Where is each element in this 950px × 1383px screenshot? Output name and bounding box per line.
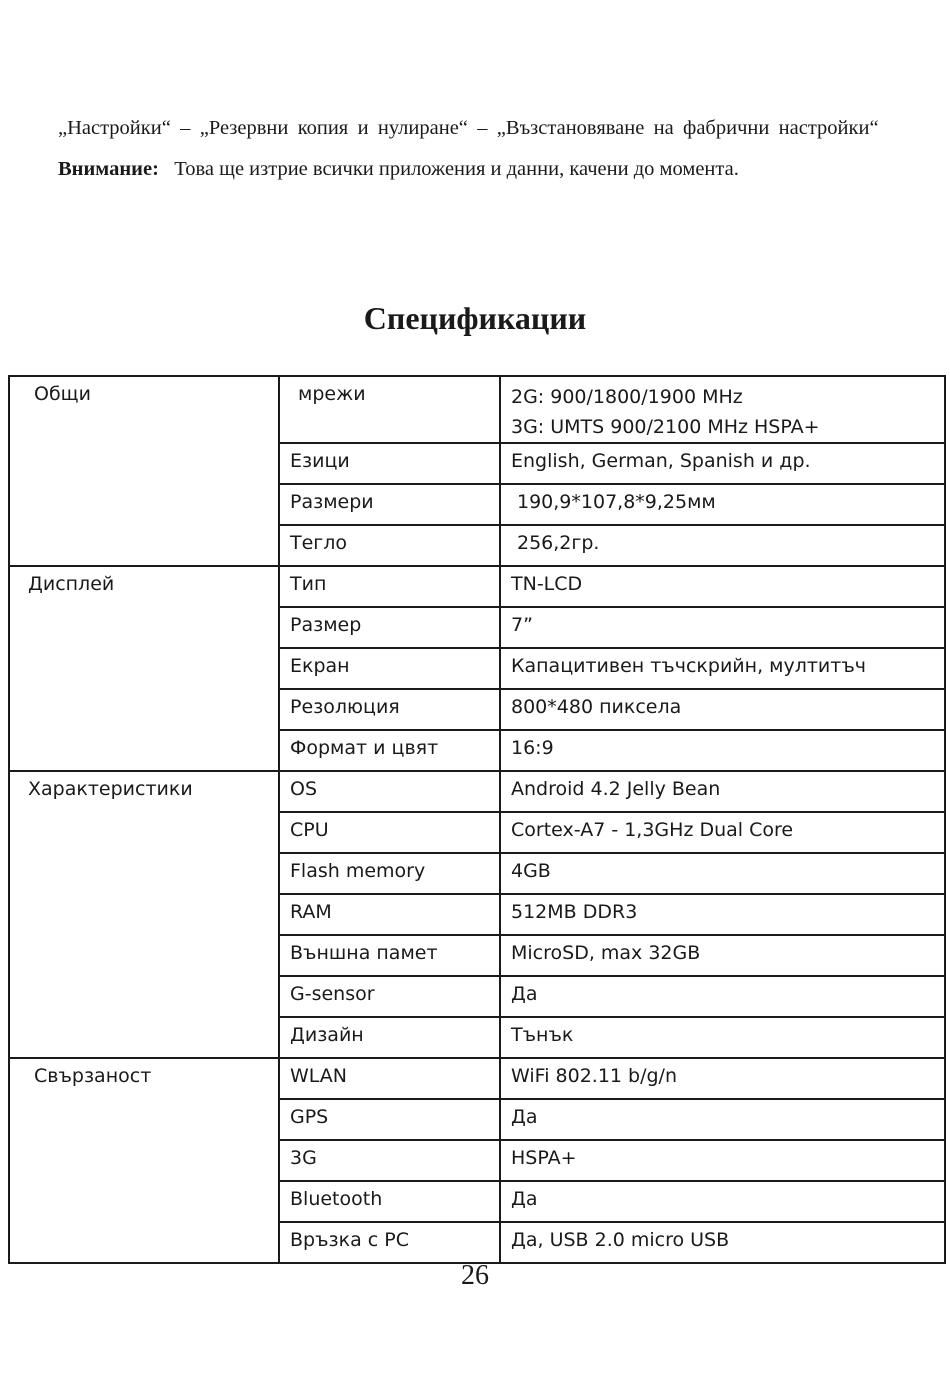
spec-value [500, 730, 945, 771]
spec-label: WLAN [279, 1058, 500, 1099]
spec-value [500, 525, 945, 566]
spec-label: Връзка с PC [279, 1222, 500, 1263]
spec-value-line: Да, USB 2.0 micro USB [511, 1229, 730, 1251]
spec-group-name: Свързаност [9, 1058, 279, 1263]
intro-text-after: Това ще изтрие всички приложения и данни, качени до момента. [174, 158, 739, 180]
spec-value-line: 256,2гр. [517, 532, 600, 554]
spec-table-body [9, 376, 945, 1263]
spec-label: Резолюция [279, 689, 500, 730]
spec-value [500, 1017, 945, 1058]
page-title: Спецификации [363, 300, 587, 336]
spec-value-line: 800*480 пиксела [511, 696, 682, 718]
spec-label: Размери [279, 484, 500, 525]
spec-value [500, 853, 945, 894]
spec-value-line: 2G: 900/1800/1900 MHz [511, 386, 743, 408]
spec-label: Тип [279, 566, 500, 607]
spec-label: GPS [279, 1099, 500, 1140]
spec-value-line: TN-LCD [511, 573, 583, 595]
spec-value-line: Да [511, 1106, 538, 1128]
spec-label: CPU [279, 812, 500, 853]
spec-value-line: WiFi 802.11 b/g/n [511, 1065, 677, 1087]
spec-value-line: Капацитивен тъчскрийн, мултитъч [511, 655, 866, 677]
spec-label: мрежи [279, 376, 500, 443]
spec-value-line: 16:9 [511, 737, 554, 759]
spec-value [500, 607, 945, 648]
spec-value [500, 1058, 945, 1099]
spec-value [500, 566, 945, 607]
table-row [9, 1058, 945, 1099]
spec-value [500, 1222, 945, 1263]
spec-value [500, 1140, 945, 1181]
spec-value-line: Тънък [511, 1024, 574, 1046]
spec-label: G-sensor [279, 976, 500, 1017]
spec-value-line: 4GB [511, 860, 551, 882]
intro-paragraph [58, 108, 893, 190]
spec-label: Flash memory [279, 853, 500, 894]
spec-value-line: MicroSD, max 32GB [511, 942, 701, 964]
spec-label: Тегло [279, 525, 500, 566]
spec-value [500, 1099, 945, 1140]
spec-value-line: English, German, Spanish и др. [511, 450, 811, 472]
spec-value [500, 976, 945, 1017]
spec-label: OS [279, 771, 500, 812]
spec-table [8, 375, 946, 1264]
page-number: 26 [461, 1260, 489, 1291]
spec-label: Езици [279, 443, 500, 484]
spec-value-line: 512MB DDR3 [511, 901, 638, 923]
spec-value [500, 935, 945, 976]
spec-label: Формат и цвят [279, 730, 500, 771]
spec-value [500, 648, 945, 689]
spec-label: Екран [279, 648, 500, 689]
spec-value [500, 812, 945, 853]
spec-group-name: Общи [9, 376, 279, 566]
spec-group-name: Дисплей [9, 566, 279, 771]
spec-label: Дизайн [279, 1017, 500, 1058]
spec-label: Bluetooth [279, 1181, 500, 1222]
table-row [9, 376, 945, 443]
spec-group-name: Характеристики [9, 771, 279, 1058]
spec-value-line: 7” [511, 614, 533, 636]
spec-value [500, 376, 945, 443]
spec-label: 3G [279, 1140, 500, 1181]
spec-value-line: Да [511, 1188, 538, 1210]
warning-label: Внимание: [58, 158, 159, 180]
spec-value [500, 771, 945, 812]
spec-value [500, 689, 945, 730]
spec-value-line: Да [511, 983, 538, 1005]
table-row [9, 566, 945, 607]
spec-value-line: Cortex-A7 - 1,3GHz Dual Core [511, 819, 794, 841]
spec-value-line: 190,9*107,8*9,25мм [517, 491, 716, 513]
spec-value-line: Android 4.2 Jelly Bean [511, 778, 721, 800]
intro-text-before: „Настройки“ – „Резервни копия и нулиране“ – „Възстановяване на фабрични настройки“ [58, 117, 879, 139]
table-row [9, 771, 945, 812]
spec-value [500, 443, 945, 484]
spec-label: Външна памет [279, 935, 500, 976]
spec-value-line: 3G: UMTS 900/2100 MHz HSPA+ [511, 416, 820, 438]
spec-value [500, 1181, 945, 1222]
spec-label: RAM [279, 894, 500, 935]
spec-value-line: HSPA+ [511, 1147, 577, 1169]
spec-value [500, 484, 945, 525]
spec-value [500, 894, 945, 935]
spec-label: Размер [279, 607, 500, 648]
